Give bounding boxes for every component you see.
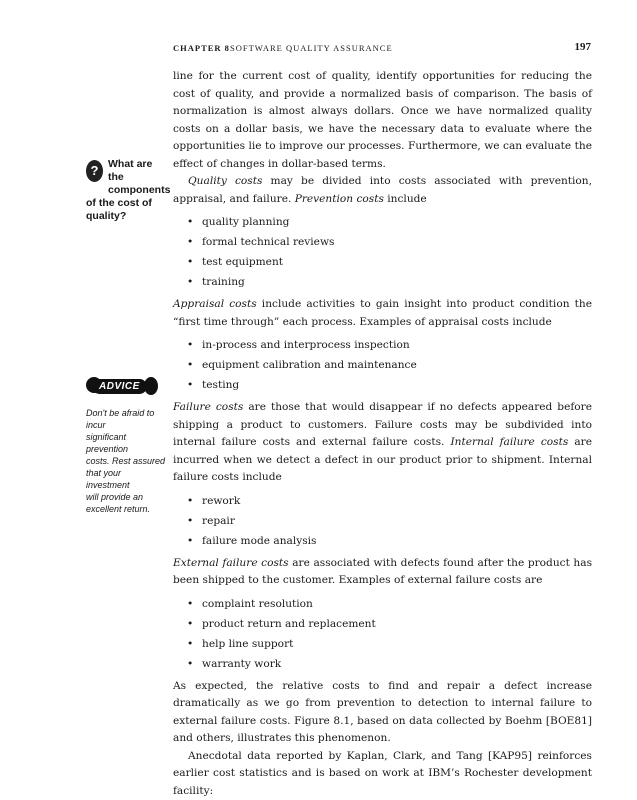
body-text	[173, 68, 592, 800]
paragraph: Appraisal costs include activities to gain insight into product condition the “first time through” each process. Examples of appraisal costs include	[173, 298, 592, 328]
chapter-label: CHAPTER 8	[173, 43, 230, 53]
paragraph: line for the current cost of quality, identify opportunities for reducing the cost of quality, and provide a normalized basis of comparison. The basis of normalization is almost always dollars. Once we have normalized quality costs on a dollar basis, we have the necessary data to evaluate where the opportunities lie to improve our processes. Furthermore, we can evaluate the effect of changes in dollar-based terms.	[173, 70, 592, 170]
advice-line: Don't be afraid to incur	[86, 408, 155, 430]
list-item: • equipment calibration and maintenance	[187, 359, 417, 371]
list-item: • warranty work	[187, 657, 282, 670]
margin-question	[86, 158, 171, 223]
advice-label: ADVICE	[92, 379, 147, 394]
margin-question-line: components	[108, 184, 171, 196]
advice-sidebar	[86, 375, 166, 515]
chapter-title: SOFTWARE QUALITY ASSURANCE	[230, 43, 393, 53]
external-failure-list	[173, 594, 592, 674]
list-item: • training	[187, 276, 245, 288]
page-number: 197	[574, 41, 591, 53]
list-item: • repair	[187, 514, 235, 527]
paragraph: As expected, the relative costs to find and repair a defect increase dramatically as we go from prevention to detection to internal failure to external failure costs. Figure 8.1, based on data collected by Boehm [BOE81] and others, illustrates this phenomenon.	[173, 679, 592, 744]
internal-failure-list	[173, 491, 592, 551]
running-header	[173, 42, 591, 56]
paragraph: External failure costs are associated with defects found after the product has been shipped to the customer. Examples of external failure costs are	[173, 556, 593, 586]
advice-line: costs. Rest assured	[86, 456, 166, 466]
list-item: • failure mode analysis	[187, 534, 317, 547]
list-item: • in-process and interprocess inspection	[187, 339, 410, 351]
list-item: • rework	[187, 494, 241, 507]
list-item: • product return and replacement	[187, 617, 376, 630]
appraisal-list	[173, 335, 592, 395]
list-item: • help line support	[187, 637, 294, 650]
list-item: • test equipment	[187, 256, 284, 268]
term: Internal failure costs	[450, 436, 569, 448]
advice-line: will provide an	[86, 492, 144, 502]
advice-text	[86, 407, 166, 515]
paragraph: Failure costs are those that would disappear if no defects appeared before shipping a product to customers. Failure costs may be subdivided into internal failure costs and external failure costs. Internal failure costs are incurred when we detect a defect in our product prior to shipment. Internal failure costs include	[173, 401, 592, 483]
term: Prevention costs	[294, 192, 384, 205]
margin-question-line: of the cost of	[86, 197, 152, 209]
prevention-list	[173, 212, 592, 292]
question-mark-icon: ?	[86, 160, 103, 182]
list-item: • quality planning	[187, 216, 290, 228]
term: Quality costs	[188, 175, 263, 187]
advice-badge	[86, 375, 166, 399]
list-item: • formal technical reviews	[187, 236, 335, 248]
advice-line: that your investment	[86, 468, 130, 490]
margin-question-line: What are the	[108, 158, 153, 183]
paragraph: Quality costs may be divided into costs associated with prevention, appraisal, and failure. Prevention costs include	[173, 175, 592, 205]
term: Failure costs	[173, 401, 244, 413]
list-item: • testing	[187, 379, 240, 391]
term: Appraisal costs	[173, 298, 257, 310]
margin-question-line: quality?	[86, 210, 127, 222]
advice-line: significant prevention	[86, 432, 129, 454]
paragraph: Anecdotal data reported by Kaplan, Clark, and Tang [KAP95] reinforces earlier cost statistics and is based on work at IBM’s Rochester development facility:	[173, 749, 592, 797]
advice-line: excellent return.	[86, 504, 151, 514]
list-item: • complaint resolution	[187, 597, 313, 610]
term: External failure costs	[173, 556, 289, 569]
